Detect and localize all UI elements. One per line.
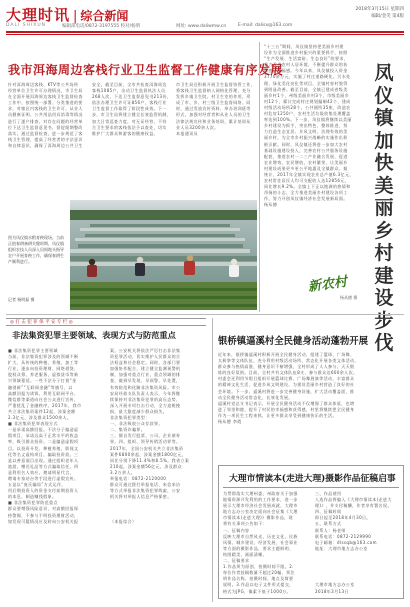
editor-line: 编辑部电话/0872-3197555 校对/杨明 bbox=[62, 24, 141, 29]
text-line: 配套，推进农村一二三产业融合发展，促进 bbox=[264, 153, 348, 159]
text-line: 栈卫生管理，提高了经营者的守法意识 bbox=[8, 136, 83, 142]
text-line: 率达到100%。下一步，凤仪镇将继续以美丽 bbox=[264, 117, 352, 123]
text-line: 1.作品须为原创，拍摄时间不限。2. bbox=[223, 564, 294, 570]
text-line: 联系电话：0872-2129990 bbox=[315, 533, 372, 539]
masthead-english: DALI SHIXUN bbox=[6, 23, 47, 28]
text-line: 求，对辖区内客栈的卫生许可、从业人 bbox=[8, 106, 83, 112]
text-line: 股权众筹、养老服务、虚拟货币等新 bbox=[8, 372, 79, 378]
notice-title: 大理市情读本(走进大理)摄影作品征稿启事 bbox=[229, 474, 396, 484]
text-line: 罪。四、组织、领导传销活动罪等。 bbox=[110, 439, 181, 445]
header-rule-thin bbox=[6, 34, 404, 35]
text-line: 风情、城乡建设、经济发展、社会事业 bbox=[223, 539, 298, 545]
text-line: “十三五”期间，凤仪镇坚持把美丽乡村建 bbox=[264, 44, 344, 49]
text-line: 进了邻里和睦，提升了村民的幸福感和获得感，村里将继续把全民健身 bbox=[218, 406, 355, 412]
text-line: 群众可通过拨打举报电话、来信来访 bbox=[110, 482, 181, 488]
text-line: 的本息，制造赚钱假象。 bbox=[8, 494, 57, 500]
vertical-headline: 凤仪镇加快美丽乡村建设步伐 bbox=[374, 62, 394, 354]
text-line: 每位作者投稿数量不超过20幅，须注 bbox=[223, 570, 295, 576]
website: 网址: www.daliwmw.cn bbox=[176, 24, 227, 29]
text-line: 经营单位卫生许可办理情况，市卫生局 bbox=[8, 88, 83, 94]
text-line: 法权益和社会稳定。同时，各部门要 bbox=[110, 360, 181, 366]
text-line: 炼的良好氛围。目前，全村共有文体队伍8支，参与群众达600余人次。 bbox=[218, 370, 358, 376]
text-line: 员健康证明、公共用品用具消毒等情况 bbox=[8, 112, 83, 118]
masthead-separator: | bbox=[73, 9, 78, 24]
text-line: 聘请专家站台等手段进行虚假宣传。 bbox=[8, 475, 79, 481]
text-line: 严重扰乱了金融秩序。2017年，我市 bbox=[8, 402, 82, 408]
text-line: 同比增长9.2%。全镇上下正以饱满的热情和 bbox=[264, 184, 351, 190]
text-line: 太极拳等文体队伍，充分利用村级活动场所，常态化开展各类文体活动， bbox=[218, 358, 359, 364]
text-line: 损，最大限度减少群众损失。 bbox=[110, 408, 168, 414]
text-line: 目。以投资开发、种植养殖、影视文 bbox=[8, 445, 79, 451]
text-line: 加大日常巡查力度，对无证经营、不符 bbox=[92, 118, 167, 124]
text-line: 合卫生要求的客栈依法予以查处，切实 bbox=[92, 124, 167, 130]
text-line: 资犯罪活动，切实维护人民群众的合 bbox=[110, 354, 181, 360]
text-line: 理、绿化美化亮化等项目，全镇村容村貌得 bbox=[264, 80, 348, 86]
text-line: 形式，加强对经营者和从业人员的卫生 bbox=[176, 112, 251, 118]
text-line: 基础设施建设投入，完善农村公共服务设施 bbox=[264, 147, 348, 153]
text-line: 二、集资诈骗罪。 bbox=[110, 427, 146, 433]
logo-author: 杨从德 摄 bbox=[340, 295, 358, 300]
text-line: 机关将对举报人信息严格保密。 bbox=[110, 494, 172, 500]
text-line: 业人员3200余人次。 bbox=[176, 124, 219, 130]
text-line: 等方式举报非法集资犯罪线索，公安 bbox=[110, 488, 181, 494]
text-line: 杨从德 李霞 bbox=[218, 419, 242, 425]
notice-col2 bbox=[315, 491, 401, 594]
headline-mid: 非法集资犯罪主要领域、表现方式与防范重点 bbox=[12, 330, 176, 340]
text-line: 落实。通过监督检查，进一步规范了客 bbox=[8, 130, 83, 136]
text-line: 旅游、赠送礼品等方式骗取信任。四 bbox=[8, 463, 79, 469]
rice-field-photo bbox=[70, 200, 257, 310]
text-line: 法律法规宣传和业务培训，累计培训从 bbox=[176, 118, 251, 124]
notice-box bbox=[218, 465, 404, 599]
text-line: 村12个，累计完成村庄规划编制42个，建成 bbox=[264, 98, 351, 104]
text-line: 持警惕，不参与不明投资理财活动， bbox=[8, 512, 79, 518]
text-line: 力打造生态宜居、乡风文明、治理有效的美 bbox=[264, 129, 348, 135]
text-line: 反映大理市自然风光、历史文化、民族 bbox=[223, 533, 298, 539]
text-line: 客栈1085户，出动卫生监督执法人员 bbox=[92, 88, 166, 94]
text-line: 会环境。下一步，逼溪村将进一步完善健身设施，扩大活动覆盖面，推 bbox=[218, 388, 355, 394]
text-line: 构图精美、画面清晰。 bbox=[223, 551, 267, 557]
text-line: 五、联系方式 bbox=[315, 521, 342, 527]
text-line: 二、征稿要求 bbox=[223, 558, 250, 564]
text-line: 假项目，承诺远高于正常水平的收益 bbox=[8, 433, 79, 439]
text-line: 进行了逐户排查，对存在问题的经营单 bbox=[8, 118, 83, 124]
text-line: 一、非法吸收公众存款罪。 bbox=[110, 421, 163, 427]
text-line: 案。公安机关将依法严厉打击非法集 bbox=[110, 348, 181, 353]
text-line: 268人次，下达卫生监督意见书213份， bbox=[92, 94, 172, 100]
text-line: 展示大理市经济社会发展成就，大理市 bbox=[223, 503, 298, 509]
text-line: 和自律意识，确保了洱海周边公共卫生 bbox=[8, 142, 83, 148]
text-line: 村级活动场所28个、公共厕所35座，改造农 bbox=[264, 104, 351, 110]
text-line: 三、作品使用 bbox=[315, 491, 342, 496]
masthead-title: 大理时讯 bbox=[6, 6, 71, 24]
text-line: 针对洱海周边客栈、KTV等公共场所 bbox=[8, 82, 79, 87]
text-line: 本报通讯员 bbox=[176, 130, 198, 136]
page-line: 编辑/金笑 第4版 bbox=[371, 14, 404, 19]
new-village-logo: 新农村 bbox=[307, 274, 348, 295]
text-line: 当前，非法集资犯罪涉及的领域不断 bbox=[8, 354, 79, 360]
text-line: 杨从德 bbox=[264, 202, 278, 208]
text-line: 丽乡村，为全市乡村振兴战略的实施作出积 bbox=[264, 135, 348, 141]
text-line: 有效防范和化解非法集资风险。市公 bbox=[110, 384, 181, 390]
text-line: 明作品名称、拍摄时间、地点及简要 bbox=[223, 576, 294, 582]
photo-illustration bbox=[70, 200, 257, 310]
text-line: 市卫生局还积极开展卫生监督协管工作， bbox=[176, 82, 256, 87]
text-line: 一是承诺高额回报。不法分子编造虚 bbox=[8, 427, 79, 433]
text-line: 2018年3月13日 bbox=[315, 588, 349, 594]
text-line: 查，做到早发现、早预警、早处置， bbox=[110, 378, 181, 384]
text-line: 2.3亿元，涉及群众1500余人。 bbox=[8, 415, 72, 421]
text-line: 为贯彻落实大理州委、州政府关于加强 bbox=[223, 491, 298, 496]
text-line: 安局经侦支队负责人表示，今年将继 bbox=[110, 390, 181, 396]
text-line: 同比分别下降11.4%和8.5%。我省立案 bbox=[110, 457, 190, 463]
text-line: 地方志办公室决定面向社会征集《大理 bbox=[223, 509, 298, 515]
text-line: 格式为JPG，像素不低于1000万。 bbox=[223, 588, 292, 594]
text-line: 将有关事项公告如下： bbox=[223, 521, 267, 527]
text-line: 融创新”“互联网金融”等旗号，以 bbox=[8, 384, 73, 390]
article-left-col2 bbox=[92, 82, 170, 152]
text-line: 近年来，银桥镇逼溪村积极开展全民健身活动，组建了篮球、广场舞、 bbox=[218, 352, 355, 357]
email: E-mail: dalisx@163.com bbox=[238, 23, 293, 28]
divider-horizontal bbox=[6, 314, 404, 315]
text-line: 到明显改善。截至目前，全镇已建成省级美 bbox=[264, 86, 348, 92]
text-line: 如发现可疑情况应及时向公安机关报 bbox=[8, 518, 79, 524]
text-line: 农业增效、农民增收、农村繁荣，让美丽乡 bbox=[264, 159, 348, 165]
text-line: 率，吸引群众投资。二是编造虚假项 bbox=[8, 439, 79, 445]
text-line: 工作中，按照统一部署、分类推进的要 bbox=[8, 100, 83, 106]
text-line: 村建设成果更多更公平地惠及全镇群众。据 bbox=[264, 165, 348, 171]
text-line: 地址：大理市地方志办公室 bbox=[315, 545, 368, 551]
text-line: 设作为全面推进乡村振兴的重要抓手，按照 bbox=[264, 50, 348, 56]
page-header bbox=[0, 0, 410, 42]
text-line: 群众参与热情高涨，健身意识不断增强，全村形成了人人参与、天天锻 bbox=[218, 364, 355, 370]
text-line: 作，努力开创凤仪镇经济社会发展新局面。 bbox=[264, 196, 348, 202]
article-left-col1 bbox=[8, 82, 86, 152]
text-line: 3770余万元，实施了村庄道路硬化、污水处 bbox=[264, 74, 351, 80]
text-line: 大理市地方志办公室 bbox=[315, 582, 355, 588]
section-name: 综合新闻 bbox=[80, 9, 129, 23]
text-line: （本报综合） bbox=[110, 518, 137, 524]
text-line: 动全民健身活动常态化、长效化发展。 bbox=[218, 394, 293, 400]
text-line: 理)》，并支付稿酬，作者享有署名权。 bbox=[315, 503, 392, 509]
text-line: 群众要增强风险意识，对高额回报保 bbox=[8, 506, 79, 512]
date-line: 2018年3月15日 星期四 bbox=[355, 7, 404, 12]
text-line: 等方面的摄影作品，要求主题鲜明、 bbox=[223, 545, 294, 551]
notice-rule bbox=[223, 487, 399, 488]
text-line: 共立非法集资案件12起，涉案金额 bbox=[8, 408, 76, 414]
text-line: 化等名义虚构项目，骗取投资款。三 bbox=[8, 451, 79, 457]
text-line: 村委会还利用节假日组织开展篮球比赛、广场舞展演等活动，丰富群众 bbox=[218, 376, 355, 382]
text-line: 农村常住居民人均可支配收入达12856元， bbox=[264, 178, 350, 184]
text-line: 步，市卫生局将建立健全长效监管机制， bbox=[92, 112, 172, 118]
text-line: “生产发展、生活富裕、生态良好”的要求， bbox=[264, 56, 349, 62]
divider-vertical-2 bbox=[212, 318, 213, 602]
text-line: 制，加强对重点行业、重点领域的排 bbox=[110, 372, 181, 378]
text-line: 位下达卫生监督意见书，督促限期整改 bbox=[8, 124, 83, 130]
headline-left: 我市洱海周边客栈行业卫生监督工作健康有序发展 bbox=[8, 63, 284, 77]
text-line: 发挥乡镇卫生院、村卫生室的作用，形 bbox=[176, 94, 251, 100]
text-line: 四、征稿时间 bbox=[315, 509, 342, 515]
text-line: 依法办理卫生许可证856户，客栈行业 bbox=[92, 100, 167, 106]
text-line: 电子邮箱：dlssqb@163.com bbox=[315, 539, 377, 545]
text-line: 行业，逐步向投资理财、网络借贷、 bbox=[8, 366, 79, 372]
date-block bbox=[356, 6, 404, 20]
text-line: 时，通过发放宣传资料、举办培训班等 bbox=[176, 106, 251, 112]
text-line: 深入开展专项打击行动，全力追赃挽 bbox=[110, 402, 181, 408]
text-line: 卫生监督工作取得了阶段性成效。下一 bbox=[92, 106, 167, 112]
text-line: 2017年，全国公安机关共立非法集资 bbox=[110, 445, 184, 451]
text-line: 昂扬的斗志，全力推进美丽乡村建设各项工 bbox=[264, 190, 348, 196]
text-line: ■ 非法集资犯罪防范重点 bbox=[8, 500, 58, 506]
text-line: 案件6800余起，涉案金额1800亿元， bbox=[110, 451, 187, 457]
article-right2-body bbox=[218, 352, 404, 460]
headline-right2: 银桥镇逼溪村全民健身活动蓬勃开展 bbox=[218, 336, 369, 347]
column-bar: ◎ 打 击 犯 罪 保 平 安 专 栏 ◎ bbox=[6, 318, 206, 326]
text-line: 着力改善农村人居环境，不断提升群众的获 bbox=[264, 62, 348, 68]
text-line: 用后期投资人的资金支付前期投资人 bbox=[8, 488, 79, 494]
text-line: 丽乡村1个、州级美丽乡村3个，市级美丽乡 bbox=[264, 92, 350, 98]
photo-author: 记者 杨明磊 摄 bbox=[8, 297, 35, 302]
text-line: 村危房1250户，农村生活垃圾收集处理覆盖 bbox=[264, 111, 351, 117]
text-line: ■ 非法集资犯罪主要领域 bbox=[8, 348, 58, 353]
text-line: 成了市、乡、村三级卫生监督网络。同 bbox=[176, 100, 251, 106]
text-line: 210起，涉案金额56亿元，涉及群众 bbox=[110, 463, 182, 469]
text-line: 是以善意面目出现。通过组织老年人 bbox=[8, 457, 79, 463]
text-line: 乡村建设为抓手，突出特色，整体推进，努 bbox=[264, 123, 348, 129]
text-line: 得感、幸福感。今年以来，凤仪镇投入资金 bbox=[264, 68, 348, 74]
text-line: 高额回报为诱饵，利用互联网平台、 bbox=[8, 390, 79, 396]
text-line: 非法集资犯罪类型： bbox=[110, 415, 150, 421]
header-rule bbox=[6, 31, 404, 33]
text-line: 微信群等渠道向社会公众进行宣传， bbox=[8, 396, 79, 402]
text-line: 将客栈卫生监督纳入网格化管理，充分 bbox=[176, 88, 251, 94]
text-line: 作为一项民生工程来抓，让更多群众享受到健康快乐的生活。 bbox=[218, 412, 337, 418]
text-line: 的精神文化生活，促进乡风文明建设，为建设美丽乡村营造了良好的社 bbox=[218, 382, 355, 388]
text-line: 3.2万余人。 bbox=[110, 469, 136, 475]
text-line: 联系人：杨老师 bbox=[315, 527, 346, 533]
text-line: 逼溪村党总支书记表示，开展全民健身活动不仅增强了群众体质，也增 bbox=[218, 400, 355, 406]
notice-col1 bbox=[223, 491, 311, 595]
text-line bbox=[92, 149, 170, 155]
text-line: 三、擅自发行股票、公司、企业债券 bbox=[110, 433, 181, 439]
text-line: 入选作品将编入《大理市情读本(走进大 bbox=[315, 497, 392, 503]
masthead bbox=[6, 4, 128, 25]
text-line: 地情资源开发利用的工作要求，进一步 bbox=[223, 497, 298, 503]
text-line: 是利用名人效应。邀请明星代言、 bbox=[8, 469, 74, 475]
text-line: 统计，2017年全镇实现农业总产值6.3亿元， bbox=[264, 171, 354, 177]
article-mid-col2 bbox=[110, 348, 208, 602]
text-line: 扩大，从传统的种植、养殖、加工等 bbox=[8, 360, 79, 366]
article-mid-col1 bbox=[8, 348, 106, 602]
text-line: 维护广大群众和游客的健康权益。 bbox=[92, 130, 158, 136]
text-line: 安全。截至目前，全市共检查洱海周边 bbox=[92, 82, 167, 87]
text-line: 续保持对非法集资犯罪的高压态势， bbox=[110, 396, 181, 402]
text-line: 五是以“庞氏骗局”方式运作， bbox=[8, 482, 66, 488]
text-line: 在全面开展洱海周边客栈卫生监督检查 bbox=[8, 94, 83, 100]
photo-caption: 图为凤仪镇水稻育秧现场。当前正值春耕备耕关键时期，凤仪镇组织农技人员深入田间地头指导农户开展育秧工作，确保春耕生产顺利进行。 bbox=[8, 235, 64, 264]
text-line: 即日起至2018年4月30日。 bbox=[315, 515, 371, 521]
divider-vertical-1 bbox=[259, 42, 260, 312]
text-line: 加强协作配合，建立健全监测预警机 bbox=[110, 366, 181, 372]
text-line: 一、征稿内容 bbox=[223, 527, 250, 533]
text-line: 兴领域蔓延。一些不法分子打着“金 bbox=[8, 378, 77, 384]
text-line: 市情读本(走进大理)》摄影作品，现 bbox=[223, 515, 293, 521]
text-line: 举报电话：0872-2120000 bbox=[110, 475, 167, 481]
article-right-top bbox=[264, 44, 364, 210]
text-line: ■ 非法集资犯罪表现方式 bbox=[8, 421, 58, 427]
article-left-col3 bbox=[176, 82, 254, 142]
text-line: 极贡献。同时，凤仪镇还将进一步加大农村 bbox=[264, 141, 348, 147]
text-line: 说明。3.作品以电子文件形式提交， bbox=[223, 582, 294, 588]
